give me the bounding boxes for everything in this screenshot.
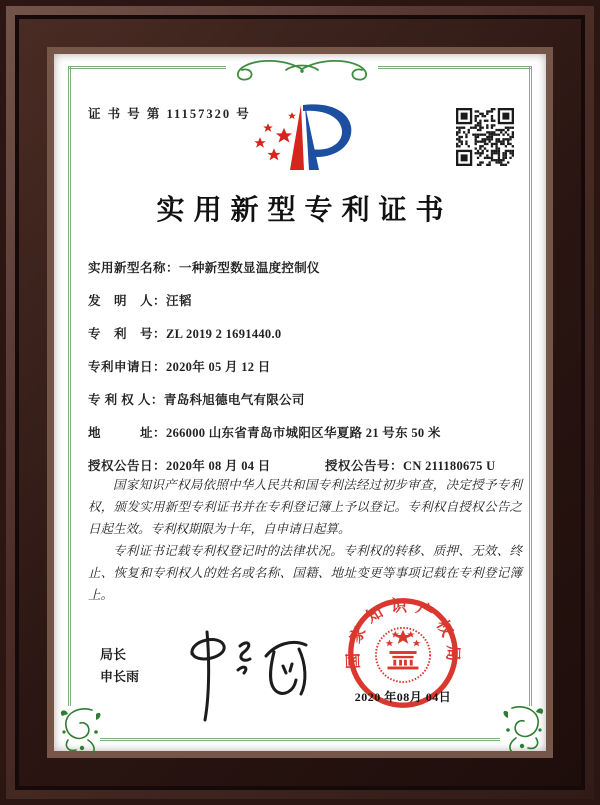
signer-block — [100, 644, 139, 688]
border-right-line — [529, 66, 532, 706]
field-value: CN 211180675 U — [403, 459, 496, 473]
signer-name: 申长雨 — [100, 669, 140, 684]
field-patentee — [88, 390, 534, 408]
field-value: 2020年 05 月 12 日 — [166, 360, 271, 374]
field-grant-row — [88, 456, 534, 474]
certificate-title: 实用新型专利证书 — [156, 195, 453, 226]
border-left-line — [68, 66, 71, 706]
top-swirl-flourish — [224, 55, 380, 87]
field-label: 专 利 权 人： — [88, 393, 164, 407]
field-grant-date — [88, 459, 271, 473]
bottom-right-floral-flourish — [502, 702, 546, 754]
qr-code — [456, 108, 514, 166]
certificate-page — [54, 54, 546, 751]
bottom-left-floral-flourish — [58, 704, 102, 754]
field-address — [88, 423, 534, 441]
signer-title: 局长 — [100, 647, 127, 662]
field-value: 汪韬 — [166, 294, 192, 308]
field-label: 地 址： — [88, 426, 167, 440]
field-label: 发 明 人： — [88, 294, 167, 308]
legal-paragraph-1: 国家知识产权局依照中华人民共和国专利法经过初步审查，决定授予专利权，颁发实用新型专利证书并在专利登记簿上予以登记。专利权自授权公告之日起生效。专利权期限为十年，自申请日起算。 — [88, 478, 522, 536]
field-label: 专利申请日： — [88, 360, 167, 374]
field-utility-model-name — [88, 258, 534, 276]
field-value: 青岛科旭德电气有限公司 — [163, 393, 305, 407]
field-label: 专 利 号： — [88, 327, 167, 341]
handwritten-signature — [180, 624, 320, 724]
legal-paragraph-2: 专利证书记载专利权登记时的法律状况。专利权的转移、质押、无效、终止、恢复和专利权人的姓名或名称、国籍、地址变更等事项记载在专利登记簿上。 — [88, 544, 522, 602]
field-value: ZL 2019 2 1691440.0 — [166, 327, 282, 341]
field-label: 实用新型名称： — [88, 261, 180, 275]
seal-date: 2020 年08月 04日 — [354, 690, 452, 704]
field-label: 授权公告日： — [88, 459, 167, 473]
certificate-number: 证 书 号 第 11157320 号 — [88, 107, 251, 121]
field-patent-number — [88, 324, 534, 342]
border-top-right-segment — [378, 66, 532, 69]
border-top-left-segment — [68, 66, 226, 69]
field-value: 一种新型数显温度控制仪 — [179, 261, 320, 275]
seal-text: 国家知识产权局 — [345, 598, 461, 670]
border-bottom-line — [100, 738, 500, 741]
field-label: 授权公告号： — [325, 459, 404, 473]
field-inventor — [88, 291, 534, 309]
cnipa-logo-icon — [250, 98, 360, 178]
field-value: 2020年 08 月 04 日 — [166, 459, 271, 473]
legal-text — [88, 474, 522, 606]
field-grant-number — [325, 456, 495, 474]
field-filing-date — [88, 357, 534, 375]
field-value: 266000 山东省青岛市城阳区华夏路 21 号东 50 米 — [166, 426, 441, 440]
